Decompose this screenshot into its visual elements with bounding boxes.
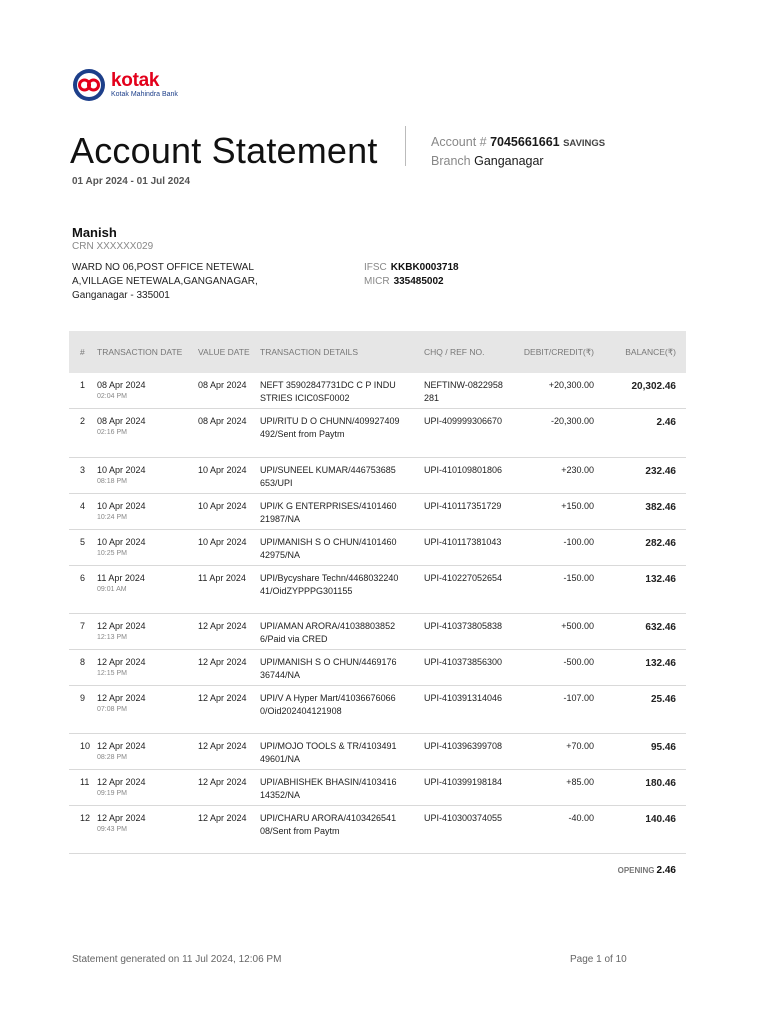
- transaction-time: 09:01 AM: [97, 585, 127, 593]
- balance-amount: 382.46: [645, 502, 676, 513]
- header-debit-credit: DEBIT/CREDIT(₹): [523, 347, 594, 357]
- reference-number: UPI-410399198184: [424, 777, 503, 787]
- header-transaction-details: TRANSACTION DETAILS: [260, 347, 359, 357]
- value-date: 12 Apr 2024: [198, 693, 247, 703]
- account-type: SAVINGS: [563, 138, 606, 149]
- account-number: 7045661661: [490, 135, 560, 149]
- debit-credit-amount: +85.00: [566, 777, 594, 787]
- balance-amount: 20,302.46: [631, 381, 676, 392]
- kotak-logo-icon: [72, 68, 106, 102]
- debit-credit-amount: -20,300.00: [550, 416, 594, 426]
- transaction-details: UPI/K G ENTERPRISES/410146021987/NA: [260, 501, 397, 524]
- reference-number: UPI-410373805838: [424, 621, 503, 631]
- opening-value: 2.46: [656, 865, 676, 876]
- row-index: 5: [80, 537, 86, 547]
- bank-name: kotak: [111, 69, 160, 91]
- transaction-details: UPI/MOJO TOOLS & TR/410349149601/NA: [260, 741, 397, 764]
- value-date: 10 Apr 2024: [198, 537, 247, 547]
- transaction-date-text: 10 Apr 2024: [97, 537, 146, 547]
- row-index: 6: [80, 573, 86, 583]
- opening-balance: [618, 865, 676, 876]
- balance-amount: 25.46: [650, 694, 676, 705]
- transaction-details: NEFT 35902847731DC C P INDUSTRIES ICIC0SF0002: [260, 380, 396, 403]
- transaction-date: [97, 464, 146, 486]
- debit-credit-amount: -150.00: [563, 573, 594, 583]
- ifsc-label: IFSC: [364, 262, 387, 273]
- address-line: A,VILLAGE NETEWALA,GANGANAGAR,: [72, 276, 258, 287]
- transaction-time: 02:04 PM: [97, 392, 127, 400]
- row-index: 7: [80, 621, 86, 631]
- reference-number: UPI-410373856300: [424, 657, 503, 667]
- row-index: 11: [80, 777, 90, 787]
- balance-amount: 2.46: [656, 417, 676, 428]
- transaction-date-text: 10 Apr 2024: [97, 501, 146, 511]
- reference-number: UPI-410117351729: [424, 501, 502, 511]
- table-row: [69, 458, 686, 494]
- address-line: Ganganagar - 335001: [72, 290, 170, 301]
- transaction-date-text: 12 Apr 2024: [97, 813, 146, 823]
- transaction-date: [97, 415, 146, 437]
- transaction-time: 08:18 PM: [97, 477, 127, 485]
- transaction-date-text: 08 Apr 2024: [97, 380, 146, 390]
- balance-amount: 232.46: [645, 466, 676, 477]
- ifsc-code: KKBK0003718: [390, 262, 459, 273]
- transaction-details: UPI/ABHISHEK BHASIN/410341614352/NA: [260, 777, 397, 800]
- balance-amount: 95.46: [650, 742, 676, 753]
- transaction-details: UPI/Bycyshare Techn/446803224041/OidZYPPPG301155: [260, 573, 399, 596]
- debit-credit-amount: +70.00: [566, 741, 594, 751]
- table-row: [69, 494, 686, 530]
- statement-period: 01 Apr 2024 - 01 Jul 2024: [72, 176, 191, 187]
- header-balance: BALANCE(₹): [625, 347, 676, 357]
- table-row: [69, 770, 686, 806]
- transaction-details: UPI/CHARU ARORA/410342654108/Sent from Paytm: [260, 813, 397, 836]
- value-date: 08 Apr 2024: [198, 416, 247, 426]
- table-row: [69, 650, 686, 686]
- row-index: 9: [80, 693, 86, 703]
- header-value-date: VALUE DATE: [198, 347, 250, 357]
- bank-subtitle: Kotak Mahindra Bank: [111, 90, 178, 98]
- debit-credit-amount: -40.00: [568, 813, 594, 823]
- transaction-date: [97, 572, 145, 594]
- balance-amount: 140.46: [645, 814, 676, 825]
- opening-label: OPENING: [617, 866, 655, 875]
- branch-label: Branch: [431, 154, 471, 168]
- customer-address: [72, 261, 262, 303]
- transaction-date: [97, 620, 146, 642]
- row-index: 2: [80, 416, 86, 426]
- transaction-date: [97, 536, 146, 558]
- transaction-date: [97, 776, 146, 798]
- header-index: #: [80, 347, 85, 357]
- transaction-time: 08:28 PM: [97, 753, 127, 761]
- reference-number: UPI-410391314046: [424, 693, 503, 703]
- reference-number: UPI-410300374055: [424, 813, 503, 823]
- transaction-date: [97, 812, 146, 834]
- transaction-date-text: 11 Apr 2024: [97, 573, 145, 583]
- table-row: [69, 530, 686, 566]
- row-index: 8: [80, 657, 86, 667]
- transaction-date: [97, 656, 146, 678]
- transaction-time: 02:16 PM: [97, 428, 127, 436]
- transaction-date-text: 10 Apr 2024: [97, 465, 146, 475]
- page-title: Account Statement: [70, 130, 378, 171]
- reference-number: UPI-410396399708: [424, 741, 503, 751]
- address-line: WARD NO 06,POST OFFICE NETEWAL: [72, 262, 254, 273]
- account-label: Account #: [431, 135, 487, 149]
- micr-code: 335485002: [393, 276, 444, 287]
- reference-number: UPI-410109801806: [424, 465, 503, 475]
- branch-name: Ganganagar: [474, 154, 544, 168]
- header-transaction-date: TRANSACTION DATE: [97, 347, 183, 357]
- reference-number: NEFTINW-0822958281: [424, 380, 503, 403]
- debit-credit-amount: +150.00: [561, 501, 594, 511]
- transaction-time: 07:08 PM: [97, 705, 127, 713]
- row-index: 4: [80, 501, 86, 511]
- transaction-date-text: 12 Apr 2024: [97, 777, 146, 787]
- value-date: 11 Apr 2024: [198, 573, 246, 583]
- debit-credit-amount: -107.00: [563, 693, 594, 703]
- row-index: 12: [80, 813, 91, 823]
- footer-generated: Statement generated on 11 Jul 2024, 12:06 PM: [72, 954, 282, 965]
- transaction-details: UPI/AMAN ARORA/410388038526/Paid via CRED: [260, 621, 396, 644]
- balance-amount: 632.46: [645, 622, 676, 633]
- balance-amount: 282.46: [645, 538, 676, 549]
- debit-credit-amount: -500.00: [563, 657, 594, 667]
- header-ref-no: CHQ / REF NO.: [424, 347, 485, 357]
- value-date: 12 Apr 2024: [198, 777, 247, 787]
- row-index: 3: [80, 465, 86, 475]
- value-date: 10 Apr 2024: [198, 501, 247, 511]
- transaction-date-text: 12 Apr 2024: [97, 741, 146, 751]
- reference-number: UPI-410227052654: [424, 573, 503, 583]
- transaction-details: UPI/RITU D O CHUNN/409927409492/Sent from Paytm: [260, 416, 400, 439]
- transaction-details: UPI/SUNEEL KUMAR/446753685653/UPI: [260, 465, 396, 488]
- value-date: 12 Apr 2024: [198, 741, 247, 751]
- transaction-time: 12:13 PM: [97, 633, 127, 641]
- table-row: [69, 806, 686, 854]
- row-index: 10: [80, 741, 91, 751]
- transaction-date-text: 12 Apr 2024: [97, 657, 146, 667]
- customer-name: Manish: [72, 225, 117, 240]
- table-row: [69, 686, 686, 734]
- value-date: 08 Apr 2024: [198, 380, 247, 390]
- table-row: [69, 373, 686, 409]
- table-header: [69, 331, 686, 373]
- row-index: 1: [80, 380, 86, 390]
- transaction-time: 10:25 PM: [97, 549, 127, 557]
- debit-credit-amount: -100.00: [563, 537, 594, 547]
- balance-amount: 132.46: [645, 574, 676, 585]
- micr-label: MICR: [364, 276, 390, 287]
- bank-logo: [72, 68, 178, 102]
- transaction-date-text: 12 Apr 2024: [97, 693, 146, 703]
- transaction-time: 09:43 PM: [97, 825, 127, 833]
- value-date: 12 Apr 2024: [198, 813, 247, 823]
- footer-page-number: Page 1 of 10: [570, 954, 627, 965]
- debit-credit-amount: +500.00: [561, 621, 594, 631]
- table-row: [69, 734, 686, 770]
- value-date: 12 Apr 2024: [198, 657, 247, 667]
- balance-amount: 132.46: [645, 658, 676, 669]
- value-date: 10 Apr 2024: [198, 465, 247, 475]
- transaction-details: UPI/V A Hyper Mart/410366760660/Oid202404121908: [260, 693, 396, 716]
- transaction-date-text: 08 Apr 2024: [97, 416, 146, 426]
- reference-number: UPI-409999306670: [424, 416, 503, 426]
- transaction-date: [97, 692, 146, 714]
- transaction-details: UPI/MANISH S O CHUN/410146042975/NA: [260, 537, 397, 560]
- micr-info: [364, 276, 444, 287]
- debit-credit-amount: +230.00: [561, 465, 594, 475]
- table-row: [69, 566, 686, 614]
- transaction-date: [97, 379, 146, 401]
- header-divider: [405, 126, 406, 166]
- branch-info: [431, 154, 544, 168]
- value-date: 12 Apr 2024: [198, 621, 247, 631]
- ifsc-info: [364, 262, 459, 273]
- customer-crn: CRN XXXXXX029: [72, 241, 154, 252]
- transaction-details: UPI/MANISH S O CHUN/446917636744/NA: [260, 657, 397, 680]
- table-row: [69, 614, 686, 650]
- transaction-date-text: 12 Apr 2024: [97, 621, 146, 631]
- transaction-time: 09:19 PM: [97, 789, 127, 797]
- transaction-time: 10:24 PM: [97, 513, 127, 521]
- account-info: [431, 135, 605, 149]
- debit-credit-amount: +20,300.00: [548, 380, 594, 390]
- transaction-time: 12:15 PM: [97, 669, 127, 677]
- transaction-date: [97, 740, 146, 762]
- reference-number: UPI-410117381043: [424, 537, 502, 547]
- balance-amount: 180.46: [645, 778, 676, 789]
- transaction-date: [97, 500, 146, 522]
- table-row: [69, 409, 686, 458]
